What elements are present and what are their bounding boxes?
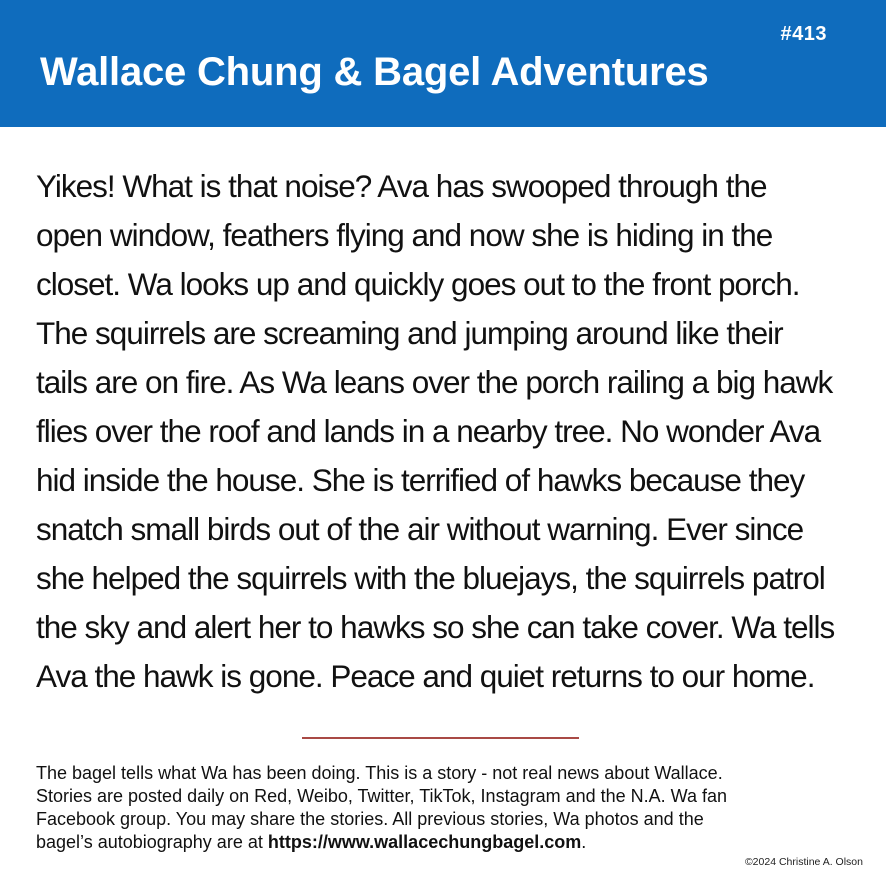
story-line: the sky and alert her to hawks so she can take cover. Wa tells	[36, 609, 835, 645]
footer-line: The bagel tells what Wa has been doing. This is a story - not real news about Wallace.	[36, 763, 723, 783]
story-line: closet. Wa looks up and quickly goes out to the front porch.	[36, 266, 800, 302]
story-line: The squirrels are screaming and jumping around like their	[36, 315, 783, 351]
story-line: snatch small birds out of the air without warning. Ever since	[36, 511, 804, 547]
footer-line-prefix: bagel’s autobiography are at	[36, 832, 268, 852]
footer-line-suffix: .	[581, 832, 587, 852]
header-banner	[0, 0, 886, 127]
copyright-notice: ©2024 Christine A. Olson	[744, 856, 863, 868]
story-line: flies over the roof and lands in a nearby tree. No wonder Ava	[36, 413, 821, 449]
section-divider	[302, 737, 579, 739]
page-title: Wallace Chung & Bagel Adventures	[40, 50, 709, 94]
story-line: Yikes! What is that noise? Ava has swooped through the	[36, 168, 767, 204]
story-line: Ava the hawk is gone. Peace and quiet returns to our home.	[36, 658, 815, 694]
footer-line: Facebook group. You may share the stories. All previous stories, Wa photos and the	[36, 809, 704, 829]
issue-number: #413	[780, 23, 827, 45]
story-line: tails are on fire. As Wa leans over the porch railing a big hawk	[36, 364, 833, 400]
footer-line-last	[36, 831, 856, 854]
story-line: she helped the squirrels with the bluejays, the squirrels patrol	[36, 560, 825, 596]
story-text	[36, 162, 866, 701]
story-line: open window, feathers flying and now she is hiding in the	[36, 217, 773, 253]
footer-line: Stories are posted daily on Red, Weibo, Twitter, TikTok, Instagram and the N.A. Wa fan	[36, 786, 728, 806]
footer-note	[36, 762, 856, 854]
website-link[interactable]: https://www.wallacechungbagel.com	[267, 832, 582, 852]
story-line: hid inside the house. She is terrified of hawks because they	[36, 462, 805, 498]
